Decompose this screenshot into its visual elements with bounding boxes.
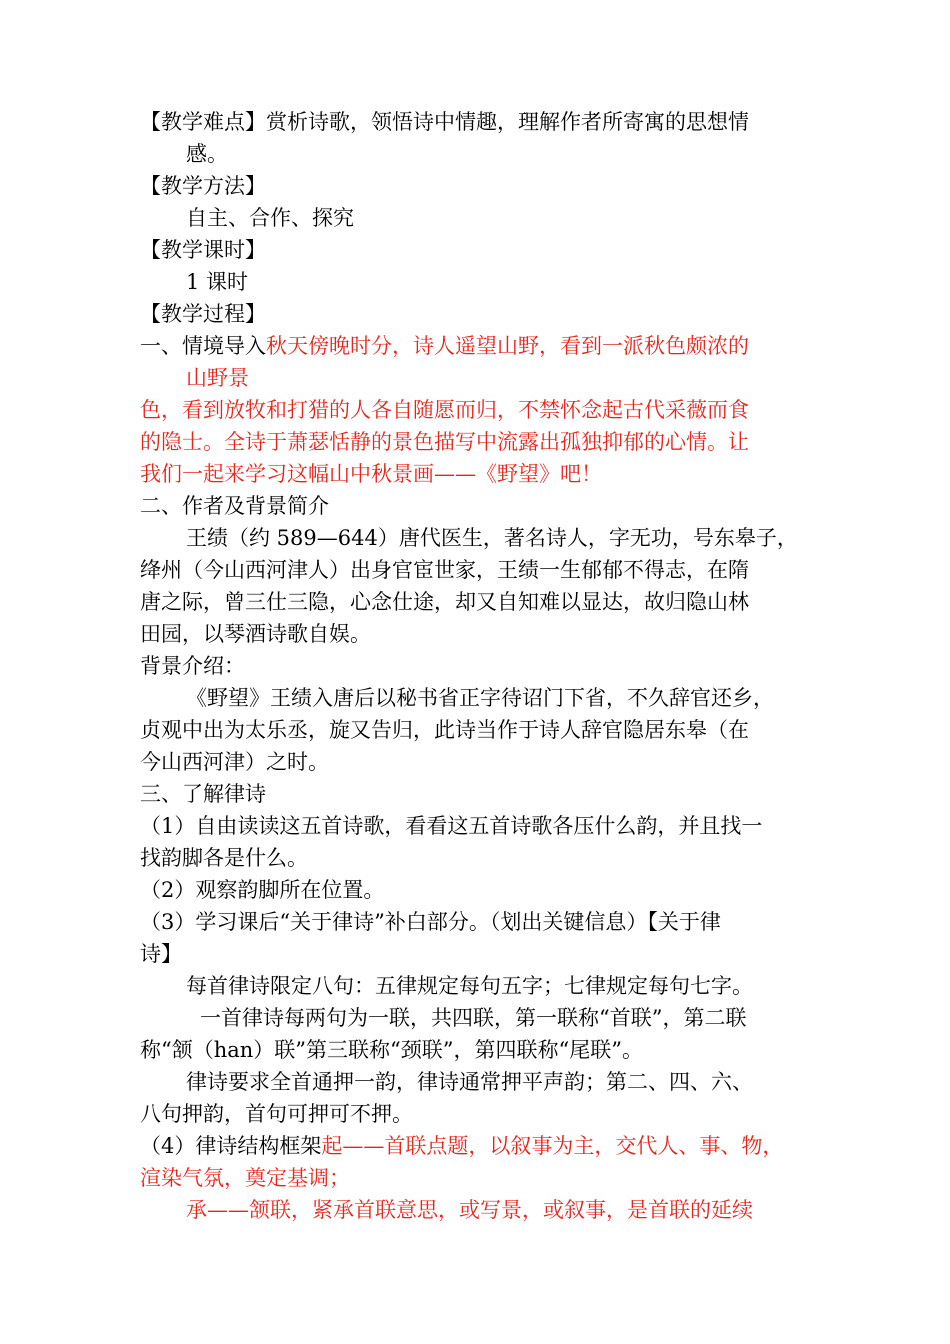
difficulty-line-cont: 感。	[186, 142, 228, 166]
lvshi-step-2: （2）观察韵脚所在位置。	[140, 878, 385, 902]
method-heading: 【教学方法】	[140, 174, 266, 198]
method-body: 自主、合作、探究	[186, 206, 354, 230]
lvshi-step-1a: （1）自由读读这五首诗歌，看看这五首诗歌各压什么韵，并且找一	[140, 814, 763, 838]
author-paragraph-4: 田园，以琴酒诗歌自娱。	[140, 622, 371, 646]
lvshi-step-1b: 找韵脚各是什么。	[140, 846, 308, 870]
author-paragraph-1: 王绩（约 589—644）唐代医生，著名诗人，字无功，号东皋子，	[186, 526, 798, 550]
author-paragraph-3: 唐之际，曾三仕三隐，心念仕途，却又自知难以显达，故归隐山林	[140, 590, 749, 614]
lvshi-step-3a: （3）学习课后“关于律诗”补白部分。（划出关键信息）【关于律	[140, 910, 721, 934]
background-paragraph-2: 贞观中出为太乐丞，旋又告归，此诗当作于诗人辞官隐居东皋（在	[140, 718, 749, 742]
background-heading: 背景介绍：	[140, 654, 245, 678]
background-paragraph-1: 《野望》王绩入唐后以秘书省正字待诏门下省，不久辞官还乡，	[186, 686, 774, 710]
lvshi-structure-cheng: 承——颔联，紧承首联意思，或写景，或叙事，是首联的延续	[186, 1198, 753, 1222]
hours-body: 1 课时	[186, 270, 249, 294]
author-heading: 二、作者及背景简介	[140, 494, 329, 518]
intro-highlight-3: 色，看到放牧和打猎的人各自随愿而归，不禁怀念起古代采薇而食	[140, 398, 749, 422]
lvshi-rule-3a: 律诗要求全首通押一韵，律诗通常押平声韵；第二、四、六、	[186, 1070, 753, 1094]
author-paragraph-2: 绛州（今山西河津人）出身官宦世家，王绩一生郁郁不得志，在隋	[140, 558, 749, 582]
lvshi-structure-qi: 起——首联点题，以叙事为主，交代人、事、物，	[321, 1134, 784, 1158]
difficulty-line: 【教学难点】赏析诗歌，领悟诗中情趣，理解作者所寄寓的思想情	[140, 110, 749, 134]
lvshi-heading: 三、了解律诗	[140, 782, 266, 806]
intro-highlight-1: 秋天傍晚时分，诗人遥望山野，看到一派秋色颇浓的	[266, 334, 749, 358]
lvshi-rule-2b: 称“颔（han）联”第三联称“颈联”，第四联称“尾联”。	[140, 1038, 643, 1062]
intro-prefix: 一、情境导入	[140, 334, 266, 358]
lvshi-structure-qi-cont: 渲染气氛，奠定基调；	[140, 1166, 350, 1190]
intro-highlight-5: 我们一起来学习这幅山中秋景画——《野望》吧！	[140, 462, 602, 486]
lvshi-rule-1: 每首律诗限定八句：五律规定每句五字；七律规定每句七字。	[186, 974, 753, 998]
process-heading: 【教学过程】	[140, 302, 266, 326]
background-paragraph-3: 今山西河津）之时。	[140, 750, 329, 774]
lvshi-rule-3b: 八句押韵，首句可押可不押。	[140, 1102, 413, 1126]
lvshi-step-3b: 诗】	[140, 942, 182, 966]
hours-heading: 【教学课时】	[140, 238, 266, 262]
intro-highlight-2: 山野景	[186, 366, 249, 390]
lvshi-step-4	[140, 1130, 783, 1162]
intro-line-1	[140, 330, 749, 362]
intro-highlight-4: 的隐士。全诗于萧瑟恬静的景色描写中流露出孤独抑郁的心情。让	[140, 430, 749, 454]
lvshi-rule-2a: 一首律诗每两句为一联，共四联，第一联称“首联”，第二联	[200, 1006, 747, 1030]
lvshi-step-4-prefix: （4）律诗结构框架	[140, 1134, 322, 1158]
